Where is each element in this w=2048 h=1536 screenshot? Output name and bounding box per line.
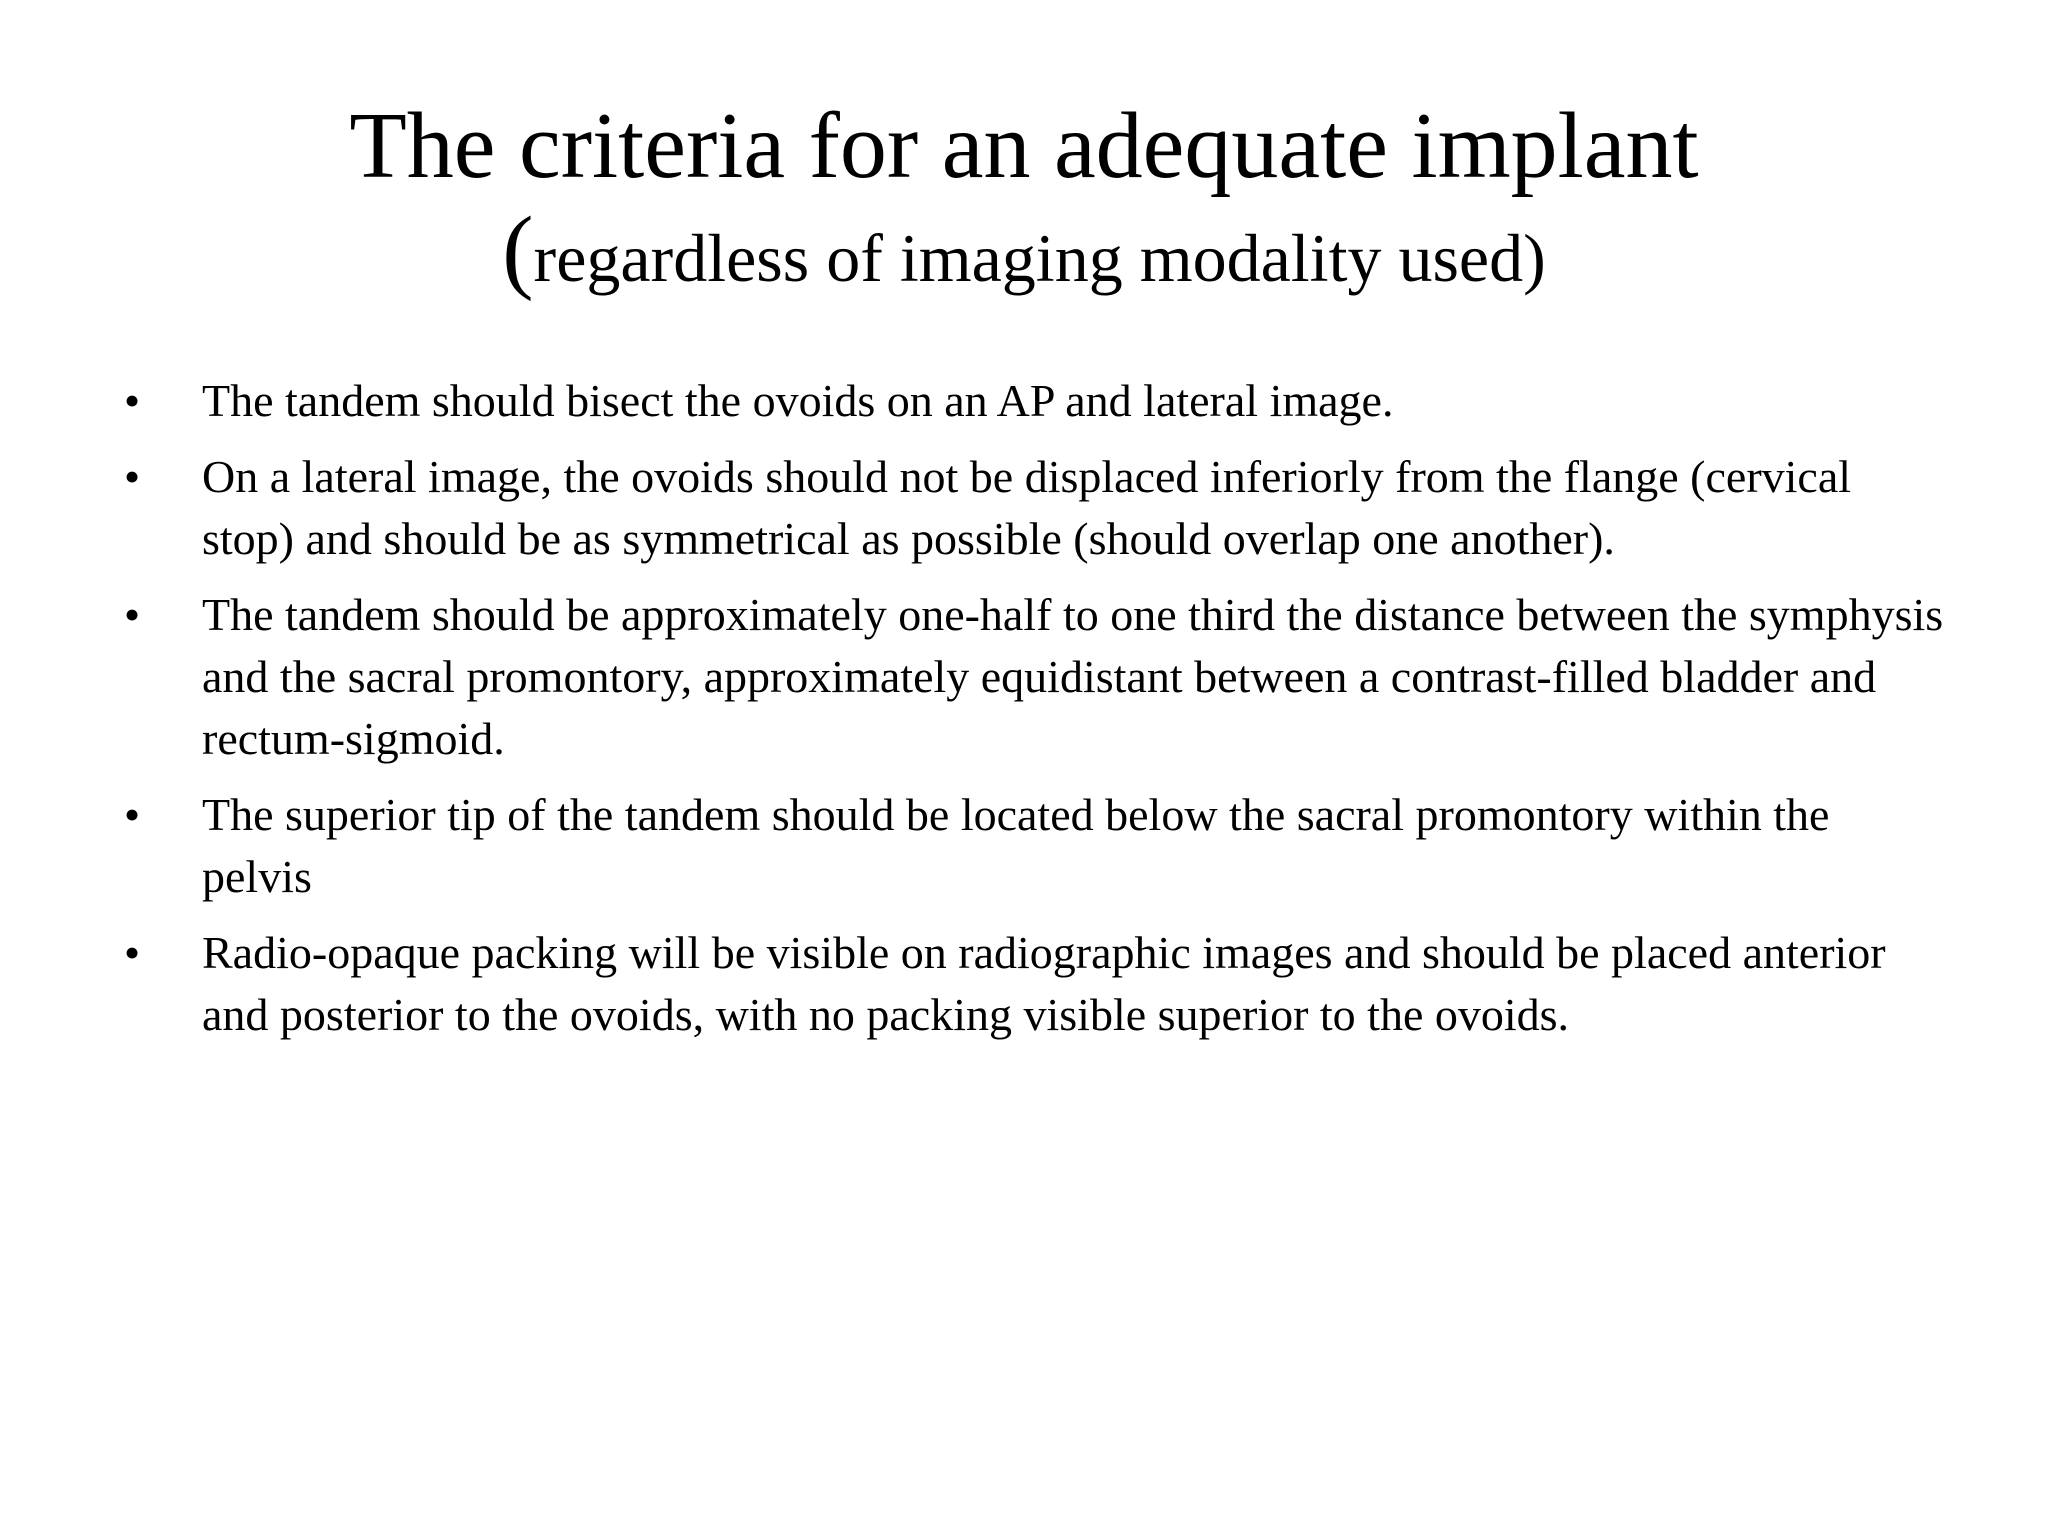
- list-item: [120, 784, 1950, 908]
- title-block: [0, 88, 2048, 304]
- bullet-icon: •: [124, 589, 141, 640]
- bullet-text: The tandem should bisect the ovoids on an AP and lateral image.: [202, 375, 1394, 426]
- slide-title: The criteria for an adequate implant: [349, 94, 1699, 198]
- bullet-icon: •: [124, 375, 141, 426]
- bullet-icon: •: [124, 451, 141, 502]
- slide-subtitle: [0, 198, 2048, 304]
- list-item: [120, 370, 1950, 432]
- bullet-text: The tandem should be approximately one-half to one third the distance between the symphysis and the sacral promontory, approximately equidistant between a contrast-filled bladder and rectum-sigmoid.: [202, 589, 1944, 764]
- bullet-text: Radio-opaque packing will be visible on radiographic images and should be placed anterior and posterior to the ovoids, with no packing visible superior to the ovoids.: [202, 927, 1886, 1040]
- bullet-text: On a lateral image, the ovoids should not be displaced inferiorly from the flange (cervical stop) and should be as symmetrical as possible (should overlap one another).: [202, 451, 1852, 564]
- subtitle-open-paren: (: [502, 198, 534, 302]
- bullet-icon: •: [124, 927, 141, 978]
- bullet-icon: •: [124, 789, 141, 840]
- list-item: [120, 446, 1950, 570]
- list-item: [120, 584, 1950, 770]
- subtitle-text: regardless of imaging modality used): [533, 220, 1546, 296]
- bullet-text: The superior tip of the tandem should be located below the sacral promontory within the pelvis: [202, 789, 1830, 902]
- bullet-list: [120, 370, 1950, 1060]
- list-item: [120, 922, 1950, 1046]
